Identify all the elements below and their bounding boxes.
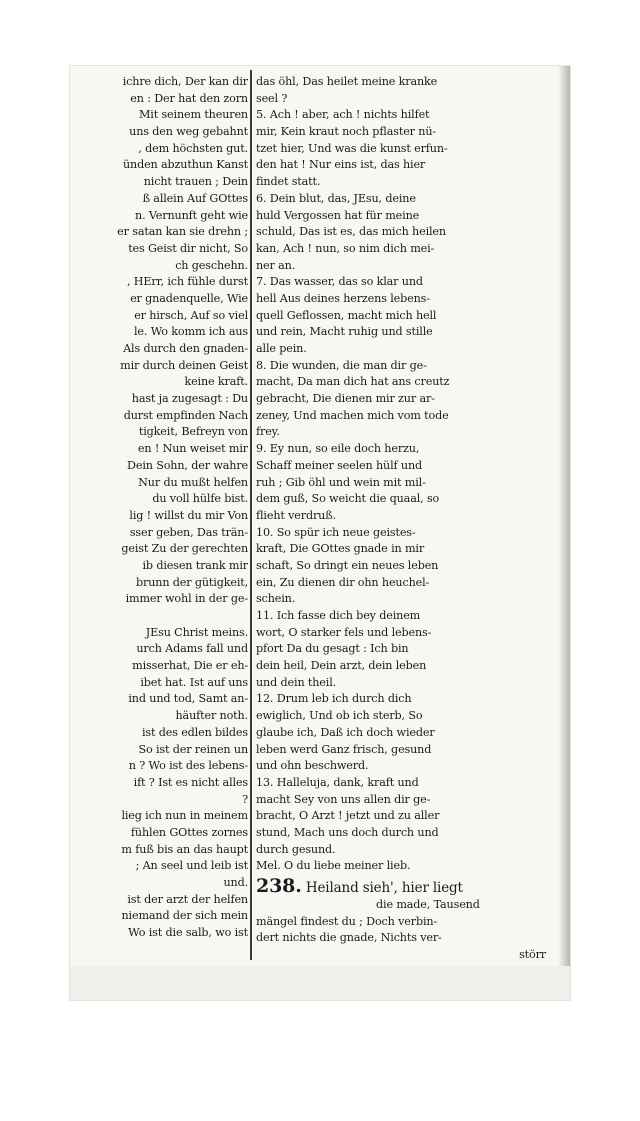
left-column-line: ß allein Auf GOttes: [142, 191, 248, 205]
left-column-line: ichre dich, Der kan dir: [122, 75, 248, 88]
left-column: [82, 74, 248, 942]
left-column-line: So ist der reinen un: [138, 742, 248, 756]
right-column-line: Schaff meiner seelen hülf und: [256, 458, 423, 472]
right-column-line: wort, O starker fels und lebens-: [256, 625, 432, 639]
left-column-line: urch Adams fall und: [136, 642, 248, 656]
left-column-line: nicht trauen ; Dein: [143, 175, 248, 189]
right-column-line: frey.: [256, 425, 280, 439]
right-column-line: huld Vergossen hat für meine: [256, 208, 420, 222]
left-column-line: , HErr, ich fühle durst: [126, 275, 248, 289]
right-column-line: und ohn beschwerd.: [256, 759, 369, 773]
page-bottom-margin: [70, 966, 570, 1000]
left-column-line: ch geschehn.: [175, 258, 248, 272]
left-column-line: ; An seel und leib ist: [135, 859, 248, 873]
hymn-line-5: störr: [519, 948, 546, 962]
right-column-line: bracht, O Arzt ! jetzt und zu aller: [256, 809, 440, 823]
right-column-line: 5. Ach ! aber, ach ! nichts hilfet: [256, 108, 430, 122]
left-column-line: Als durch den gnaden-: [123, 342, 248, 355]
left-column-line: ind und tod, Samt an-: [128, 692, 248, 706]
left-column-line: er satan kan sie drehn ;: [117, 225, 248, 239]
left-column-line: fühlen GOttes zornes: [130, 825, 248, 839]
left-column-line: geist Zu der gerechten: [121, 542, 248, 556]
column-divider: [250, 70, 252, 960]
left-column-line: sser geben, Das trän-: [129, 525, 248, 539]
right-column-line: das öhl, Das heilet meine kranke: [256, 75, 438, 88]
hymn-line-4: dert nichts die gnade, Nichts ver-: [256, 931, 442, 945]
right-column-line: schuld, Das ist es, das mich heilen: [256, 225, 446, 239]
left-column-line: Dein Sohn, der wahre: [127, 458, 248, 472]
right-column-line: den hat ! Nur eins ist, das hier: [256, 158, 426, 172]
right-column-line: dein heil, Dein arzt, dein leben: [256, 659, 427, 673]
left-column-line: lieg ich nun in meinem: [121, 809, 248, 823]
left-column-line: Wo ist die salb, wo ist: [128, 926, 248, 940]
right-column-line: 8. Die wunden, die man dir ge-: [256, 358, 427, 372]
right-column-line: kraft, Die GOttes gnade in mir: [256, 542, 425, 556]
right-column-line: 11. Ich fasse dich bey deinem: [256, 609, 421, 622]
right-column-line: und rein, Macht ruhig und stille: [256, 325, 433, 339]
right-column-line: zeney, Und machen mich vom tode: [256, 408, 449, 422]
left-column-line: en ! Nun weiset mir: [137, 442, 248, 456]
left-column-line: Mit seinem theuren: [138, 108, 248, 122]
left-column-line: ibet hat. Ist auf uns: [140, 675, 248, 689]
hymn-line-1: Heiland sieh', hier liegt: [305, 880, 463, 896]
right-column-line: hell Aus deines herzens lebens-: [256, 291, 430, 305]
hymn-line-3: mängel findest du ; Doch verbin-: [256, 914, 438, 928]
left-column-line: en : Der hat den zorn: [130, 91, 248, 105]
right-column-line: 7. Das wasser, das so klar und: [256, 275, 423, 289]
right-column-line: Mel. O du liebe meiner lieb.: [256, 859, 411, 873]
right-column-line: schein.: [256, 592, 296, 606]
right-column-line: alle pein.: [256, 342, 307, 355]
left-column-line: häufter noth.: [175, 709, 248, 723]
left-column-line: er hirsch, Auf so viel: [134, 308, 248, 322]
left-column-line: tes Geist dir nicht, So: [128, 241, 248, 255]
left-column-line: [82, 608, 248, 625]
right-column-line: und dein theil.: [256, 675, 337, 689]
right-column-line: 6. Dein blut, das, JEsu, deine: [256, 191, 416, 205]
left-column-line: ift ? Ist es nicht alles: [133, 775, 248, 789]
right-column: [256, 74, 556, 964]
left-column-line: und.: [223, 876, 248, 889]
right-column-line: stund, Mach uns doch durch und: [256, 825, 439, 839]
left-column-line: ünden abzuthun Kanst: [122, 158, 248, 172]
printed-area: [70, 66, 570, 966]
right-column-line: seel ?: [256, 91, 288, 105]
right-column-line: 13. Halleluja, dank, kraft und: [256, 775, 419, 789]
right-column-line: ruh ; Gib öhl und wein mit mil-: [256, 475, 426, 489]
hymn-number: 238.: [256, 875, 302, 897]
left-column-line: JEsu Christ meins.: [145, 625, 248, 639]
page-fold-shadow: [558, 66, 570, 966]
right-column-line: macht, Da man dich hat ans creutz: [256, 375, 450, 389]
right-column-lines: [256, 74, 556, 875]
right-column-line: flieht verdruß.: [256, 508, 336, 522]
left-column-line: le. Wo komm ich aus: [133, 325, 248, 339]
left-column-line: brunn der gütigkeit,: [136, 575, 248, 589]
left-column-line: tigkeit, Befreyn von: [138, 425, 248, 439]
right-column-line: mir, Kein kraut noch pflaster nü-: [256, 125, 437, 139]
left-column-line: lig ! willst du mir Von: [129, 508, 248, 522]
left-column-line: , dem höchsten gut.: [138, 141, 248, 155]
right-column-line: durch gesund.: [256, 842, 336, 856]
left-column-line: niemand der sich mein: [121, 909, 248, 923]
right-column-line: ewiglich, Und ob ich sterb, So: [256, 709, 423, 723]
right-column-line: dem guß, So weicht die quaal, so: [256, 492, 440, 506]
hymn-line-2: die made, Tausend: [376, 898, 480, 911]
left-column-line: immer wohl in der ge-: [125, 592, 248, 606]
left-column-line: keine kraft.: [184, 375, 248, 389]
left-column-line: ist der arzt der helfen: [127, 892, 248, 906]
left-column-line: n ? Wo ist des lebens-: [128, 759, 248, 773]
left-column-line: ib diesen trank mir: [142, 558, 248, 572]
left-column-line: hast ja zugesagt : Du: [131, 392, 248, 406]
left-column-line: ?: [242, 792, 248, 806]
right-column-line: kan, Ach ! nun, so nim dich mei-: [256, 241, 435, 255]
right-column-line: 10. So spür ich neue geistes-: [256, 525, 416, 539]
right-column-line: findet statt.: [256, 175, 321, 189]
left-column-line: Nur du mußt helfen: [138, 475, 248, 489]
left-column-line: uns den weg gebahnt: [129, 125, 248, 139]
left-column-line: misserhat, Die er eh-: [132, 659, 248, 673]
right-column-line: schaft, So dringt ein neues leben: [256, 558, 439, 572]
right-column-line: quell Geflossen, macht mich hell: [256, 308, 437, 322]
right-column-line: ein, Zu dienen dir ohn heuchel-: [256, 575, 430, 589]
left-column-line: du voll hülfe bist.: [152, 492, 248, 506]
right-column-line: 12. Drum leb ich durch dich: [256, 692, 412, 706]
right-column-line: ner an.: [256, 258, 296, 272]
right-column-line: pfort Da du gesagt : Ich bin: [256, 642, 409, 656]
right-column-line: 9. Ey nun, so eile doch herzu,: [256, 442, 420, 456]
right-column-line: leben werd Ganz frisch, gesund: [256, 742, 432, 756]
left-column-line: durst empfinden Nach: [123, 408, 248, 422]
left-column-line: m fuß bis an das haupt: [121, 842, 248, 856]
right-column-line: macht Sey von uns allen dir ge-: [256, 792, 431, 806]
right-column-line: glaube ich, Daß ich doch wieder: [256, 725, 435, 739]
left-column-line: n. Vernunft geht wie: [135, 208, 248, 222]
left-column-line: mir durch deinen Geist: [120, 358, 248, 372]
right-column-line: gebracht, Die dienen mir zur ar-: [256, 392, 435, 406]
hymn-start-line: [256, 875, 556, 897]
left-column-line: er gnadenquelle, Wie: [130, 291, 248, 305]
left-column-line: ist des edlen bildes: [141, 725, 248, 739]
right-column-line: tzet hier, Und was die kunst erfun-: [256, 141, 448, 155]
